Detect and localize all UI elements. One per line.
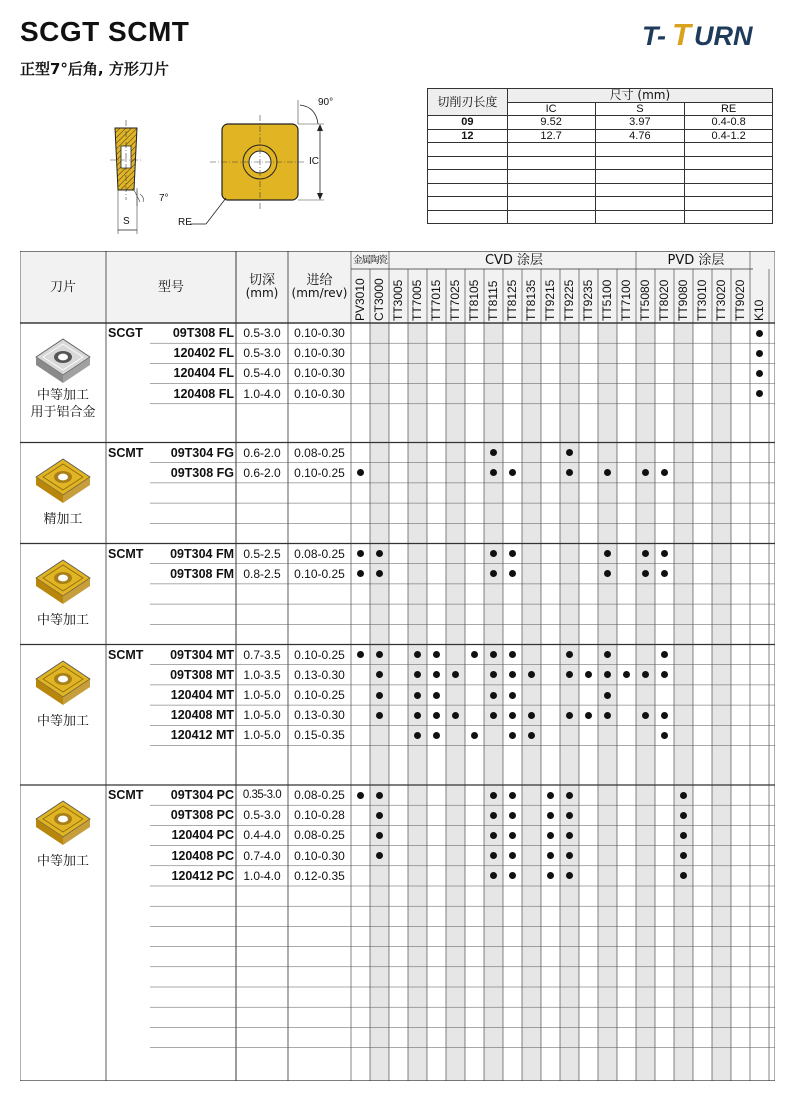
model-code: 120402 FL [173, 346, 234, 361]
grade-availability-dot [490, 792, 497, 799]
grade-availability-dot [509, 712, 516, 719]
grade-col-tt8105: TT8105 [467, 279, 481, 321]
insert-scmt-icon [32, 657, 94, 709]
grade-availability-dot [566, 812, 573, 819]
grade-availability-dot [547, 832, 554, 839]
grade-availability-dot [376, 792, 383, 799]
grade-table-grid [20, 251, 775, 1081]
feed-value: 0.08-0.25 [294, 445, 345, 460]
depth-value: 1.0-4.0 [243, 386, 281, 401]
insert-scmt-icon [32, 556, 94, 608]
grade-availability-dot [680, 792, 687, 799]
grade-availability-dot [509, 792, 516, 799]
model-code: 09T304 FM [170, 546, 234, 561]
grade-availability-dot [528, 712, 535, 719]
hdr-model: 型号 [157, 279, 184, 295]
grade-col-tt9235: TT9235 [581, 279, 595, 321]
grade-col-k10: K10 [752, 299, 766, 321]
model-code: 09T304 MT [170, 647, 234, 662]
feed-value: 0.10-0.25 [294, 687, 345, 702]
hdr-feed-unit: (mm/rev) [291, 286, 348, 300]
feed-value: 0.08-0.25 [294, 828, 345, 843]
feed-value: 0.10-0.25 [294, 566, 345, 581]
grade-availability-dot [490, 832, 497, 839]
model-code: 09T308 FM [170, 566, 234, 581]
model-code: 09T304 PC [170, 788, 234, 802]
size-row: 09 9.52 3.97 0.4-0.8 [428, 116, 773, 130]
grade-availability-dot [433, 732, 440, 739]
model-code: 120404 PC [171, 828, 234, 843]
grade-availability-dot [509, 832, 516, 839]
model-prefix: SCMT [108, 546, 144, 561]
angle-90-label: 90° [318, 97, 334, 108]
size-sub-ic: IC [507, 102, 595, 116]
grade-col-tt3020: TT3020 [714, 279, 728, 321]
grade-col-tt3005: TT3005 [391, 279, 405, 321]
feed-value: 0.08-0.25 [294, 788, 345, 802]
grade-availability-dot [490, 692, 497, 699]
grade-availability-dot [357, 792, 364, 799]
model-code: 120404 FL [173, 366, 234, 381]
grade-availability-dot [376, 692, 383, 699]
depth-value: 0.6-2.0 [243, 445, 281, 460]
grade-availability-dot [414, 692, 421, 699]
depth-value: 0.7-4.0 [243, 848, 281, 863]
grade-availability-dot [433, 692, 440, 699]
insert-usage-label: 用于铝合金 [30, 405, 96, 420]
depth-value: 0.5-3.0 [243, 808, 281, 823]
hdr-depth-unit: (mm) [245, 286, 279, 300]
grade-availability-dot [566, 832, 573, 839]
grade-availability-dot [604, 712, 611, 719]
depth-value: 0.5-2.5 [243, 546, 281, 561]
grade-availability-dot [756, 370, 763, 377]
depth-value: 0.7-3.5 [243, 647, 281, 662]
model-code: 120412 MT [170, 728, 234, 743]
depth-value: 1.0-5.0 [243, 708, 281, 723]
page-subtitle: 正型7°后角, 方形刀片 [20, 60, 169, 78]
grade-availability-dot [661, 712, 668, 719]
model-code: 09T308 PC [170, 808, 234, 823]
depth-value: 0.5-3.0 [243, 346, 281, 361]
insert-scmt-icon [32, 797, 94, 849]
grade-availability-dot [547, 792, 554, 799]
model-code: 09T308 MT [170, 667, 234, 682]
hdr-feed [288, 251, 351, 323]
grade-availability-dot [642, 712, 649, 719]
grade-availability-dot [680, 832, 687, 839]
insert-scgt-icon [32, 335, 94, 387]
grade-availability-dot [471, 732, 478, 739]
depth-value: 0.35-3.0 [242, 789, 282, 801]
model-code: 09T308 FL [172, 326, 234, 340]
model-code: 09T304 FG [170, 445, 234, 460]
svg-text:T-: T- [642, 21, 666, 51]
grade-availability-dot [680, 812, 687, 819]
model-code: 09T308 FG [170, 465, 234, 480]
insert-usage-label: 中等加工 [36, 388, 89, 403]
hdr-group-cermet: 金属陶瓷 [352, 254, 387, 266]
size-sub-s: S [595, 102, 685, 116]
grade-availability-dot [376, 832, 383, 839]
grade-availability-dot [566, 712, 573, 719]
feed-value: 0.13-0.30 [294, 708, 345, 723]
depth-value: 0.5-4.0 [243, 366, 281, 381]
grade-availability-dot [566, 792, 573, 799]
grade-availability-dot [547, 812, 554, 819]
hdr-depth [236, 251, 288, 323]
grade-col-tt5080: TT5080 [638, 279, 652, 321]
depth-value: 0.4-4.0 [243, 828, 281, 843]
re-label: RE [178, 217, 192, 228]
grade-availability-dot [661, 732, 668, 739]
size-col-edge: 切削刃长度 [428, 89, 508, 116]
size-sub-re: RE [685, 102, 773, 116]
depth-value: 1.0-3.5 [243, 667, 281, 682]
grade-col-tt8125: TT8125 [505, 279, 519, 321]
feed-value: 0.10-0.25 [294, 647, 345, 662]
hdr-group-pvd: PVD 涂层 [667, 252, 725, 268]
grade-col-tt8115: TT8115 [486, 280, 500, 321]
grade-col-tt9020: TT9020 [733, 279, 747, 321]
grade-availability-dot [604, 692, 611, 699]
grade-col-tt7025: TT7025 [448, 279, 462, 321]
insert-usage-label: 中等加工 [36, 612, 89, 628]
model-code: 120408 MT [170, 708, 234, 723]
feed-value: 0.10-0.30 [294, 366, 345, 381]
depth-value: 0.5-3.0 [243, 326, 281, 340]
grade-availability-dot [509, 692, 516, 699]
ic-label: IC [309, 156, 319, 167]
hdr-depth-label: 切深 [248, 273, 275, 288]
feed-value: 0.13-0.30 [294, 667, 345, 682]
feed-value: 0.10-0.30 [294, 326, 345, 340]
grade-col-tt7005: TT7005 [410, 279, 424, 321]
grade-availability-dot [490, 812, 497, 819]
model-code: 120408 FL [173, 386, 234, 401]
svg-text:T: T [672, 18, 691, 52]
grade-col-tt5100: TT5100 [600, 279, 614, 321]
grade-col-tt9215: TT9215 [543, 279, 557, 321]
grade-col-tt9225: TT9225 [562, 279, 576, 321]
grade-availability-dot [509, 812, 516, 819]
hdr-feed-label: 进给 [306, 273, 333, 288]
grade-availability-dot [490, 712, 497, 719]
insert-usage-label: 中等加工 [36, 713, 89, 729]
angle-7-label: 7° [159, 193, 169, 204]
size-row: 12 12.7 4.76 0.4-1.2 [428, 129, 773, 143]
grade-availability-dot [585, 712, 592, 719]
model-code: 120404 MT [170, 687, 234, 702]
feed-value: 0.10-0.30 [294, 386, 345, 401]
grade-col-tt3010: TT3010 [695, 279, 709, 321]
grade-availability-dot [414, 712, 421, 719]
size-col-dim: 尺寸 (mm) [507, 89, 772, 103]
feed-value: 0.12-0.35 [294, 868, 345, 883]
grade-availability-dot [376, 812, 383, 819]
feed-value: 0.10-0.30 [294, 848, 345, 863]
grade-col-pv3010: PV3010 [353, 278, 367, 321]
model-prefix: SCGT [108, 326, 143, 340]
depth-value: 0.6-2.0 [243, 465, 281, 480]
grade-availability-dot [509, 732, 516, 739]
feed-value: 0.10-0.25 [294, 465, 345, 480]
size-table [427, 88, 773, 224]
grade-availability-dot [528, 732, 535, 739]
insert-usage-label: 精加工 [43, 511, 83, 527]
s-label: S [123, 216, 130, 227]
grade-col-tt7015: TT7015 [429, 279, 443, 321]
brand-logo [642, 18, 774, 52]
grade-availability-dot [756, 350, 763, 357]
model-prefix: SCMT [108, 647, 144, 662]
grade-col-tt8135: TT8135 [524, 279, 538, 321]
feed-value: 0.10-0.30 [294, 346, 345, 361]
hdr-group-cvd: CVD 涂层 [484, 252, 544, 268]
depth-value: 1.0-5.0 [243, 728, 281, 743]
grade-availability-dot [376, 712, 383, 719]
model-code: 120408 PC [171, 848, 234, 863]
depth-value: 0.8-2.5 [243, 566, 281, 581]
grade-col-ct3000: CT3000 [372, 278, 386, 321]
grade-availability-dot [452, 712, 459, 719]
hdr-insert: 刀片 [49, 279, 76, 295]
grade-col-tt9080: TT9080 [676, 279, 690, 321]
depth-value: 1.0-5.0 [243, 687, 281, 702]
page-title: SCGT SCMT [20, 16, 190, 47]
model-prefix: SCMT [108, 445, 144, 460]
grade-availability-dot [756, 330, 763, 337]
depth-value: 1.0-4.0 [243, 868, 281, 883]
grade-availability-dot [433, 712, 440, 719]
model-code: 120412 PC [171, 868, 234, 883]
grade-availability-dot [414, 732, 421, 739]
insert-usage-label: 中等加工 [36, 854, 89, 869]
model-prefix: SCMT [108, 788, 144, 802]
feed-value: 0.10-0.28 [294, 808, 345, 823]
grade-col-tt8020: TT8020 [657, 279, 671, 321]
feed-value: 0.08-0.25 [294, 546, 345, 561]
grade-col-tt7100: TT7100 [619, 279, 633, 321]
insert-scmt-icon [32, 455, 94, 507]
feed-value: 0.15-0.35 [294, 728, 345, 743]
svg-text:URN: URN [694, 21, 753, 51]
